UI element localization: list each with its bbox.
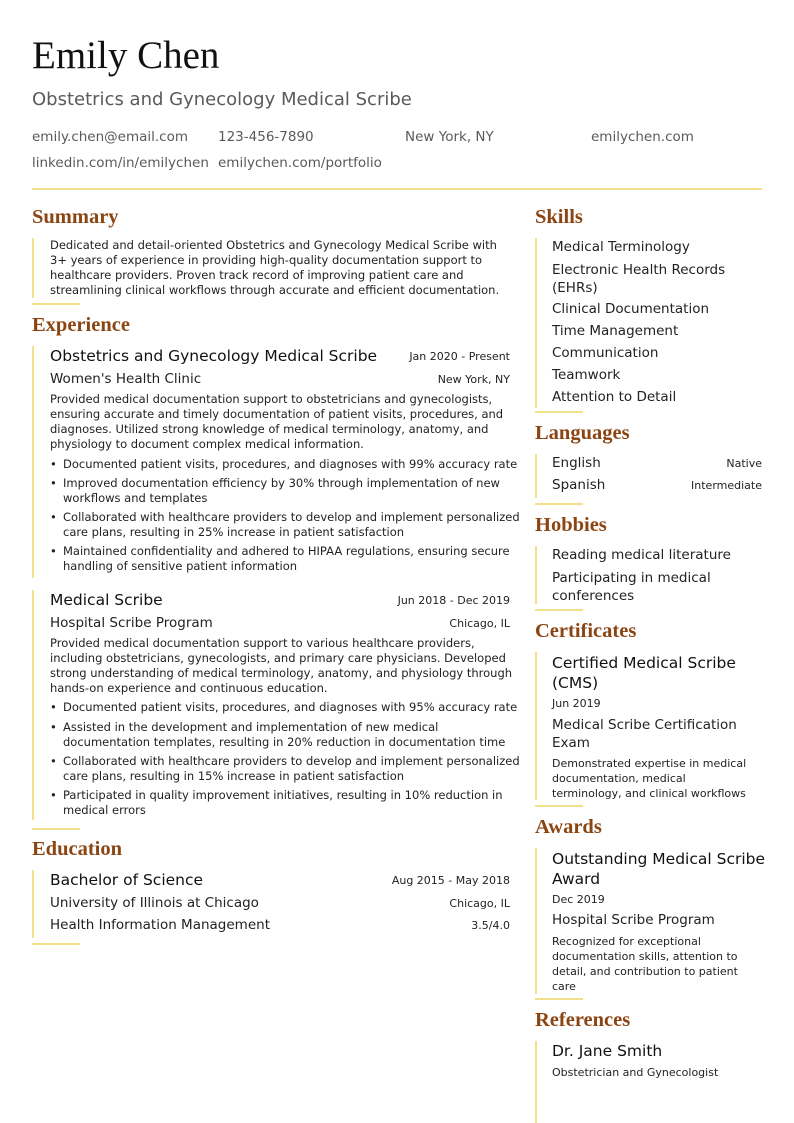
awards-heading: Awards [535,816,602,838]
education-gpa: 3.5/4.0 [471,919,510,932]
skill-item: Clinical Documentation [552,301,710,317]
job-2-bullet-4: • Participated in quality improvement initiatives, resulting in 10% reduction in medical errors [50,788,503,817]
certificates-heading: Certificates [535,620,637,642]
hobbies-bar [535,546,537,604]
language-level: Intermediate [691,479,762,492]
reference-name: Dr. Jane Smith [552,1042,663,1060]
language-name: Spanish [552,477,606,493]
job-1-bullet-3: • Collaborated with healthcare providers to develop and implement personalized care plans, resulting in 25% increase in patient satisfaction [50,510,520,539]
experience-heading: Experience [32,314,130,336]
skills-underline [535,411,583,413]
skills-bar [535,238,537,408]
education-underline [32,943,80,945]
reference-role: Obstetrician and Gynecologist [552,1066,719,1079]
skill-item: Electronic Health Records (EHRs) [552,262,726,296]
skill-item: Communication [552,345,659,361]
job-2-title: Medical Scribe [50,591,163,609]
job-1-bullet-2: • Improved documentation efficiency by 30% through implementation of new workflows and templates [50,476,500,505]
summary-bar [32,238,34,298]
job-1-bar [32,346,34,578]
hobby-item: Participating in medical conferences [552,570,711,604]
language-level: Native [726,457,762,470]
skill-item: Attention to Detail [552,389,677,405]
contact-location: New York, NY [405,129,494,145]
certificate-date: Jun 2019 [552,697,601,710]
languages-bar [535,454,537,498]
job-2-bullet-1: • Documented patient visits, procedures, and diagnoses with 95% accuracy rate [50,700,518,714]
contact-linkedin[interactable]: linkedin.com/in/emilychen [32,155,209,171]
award-description: Recognized for exceptional documentation skills, attention to detail, and contribution to patient care [552,935,738,993]
skill-item: Medical Terminology [552,239,690,255]
hobby-item: Reading medical literature [552,547,731,563]
experience-underline [32,828,80,830]
header-divider [32,188,762,190]
job-2-description: Provided medical documentation support to various healthcare providers, including obstetricians, gynecologists, and primary care physicians. Developed strong understanding of medical terminology, anatomy, and physiology through hands-on experience and continuous education. [50,636,513,695]
job-1-title: Obstetrics and Gynecology Medical Scribe [50,347,378,365]
job-2-location: Chicago, IL [449,617,510,630]
certificates-underline [535,805,583,807]
education-location: Chicago, IL [449,897,510,910]
job-2-dates: Jun 2018 - Dec 2019 [397,594,510,607]
language-name: English [552,455,601,471]
awards-bar [535,848,537,994]
skill-item: Teamwork [552,367,621,383]
skills-heading: Skills [535,206,583,228]
languages-heading: Languages [535,422,630,444]
certificates-bar [535,652,537,800]
languages-underline [535,503,583,505]
hobbies-heading: Hobbies [535,514,607,536]
job-1-dates: Jan 2020 - Present [409,350,510,363]
job-1-description: Provided medical documentation support to obstetricians and gynecologists, ensuring accurate and timely documentation of patient visits, procedures, and diagnoses. Utilized strong knowledge of medical terminology, anatomy, and physiology to document complex medical information. [50,392,504,451]
education-school: University of Illinois at Chicago [50,895,259,911]
skill-item: Time Management [552,323,679,339]
job-1-company: Women's Health Clinic [50,371,202,387]
summary-heading: Summary [32,206,119,228]
job-1-bullet-4: • Maintained confidentiality and adhered to HIPAA regulations, ensuring secure handling of sensitive patient information [50,544,510,573]
education-bar [32,870,34,938]
awards-underline [535,998,583,1000]
education-major: Health Information Management [50,917,270,933]
job-1-location: New York, NY [437,373,510,386]
contact-website[interactable]: emilychen.com [591,129,694,145]
references-bar [535,1041,537,1123]
references-heading: References [535,1009,631,1031]
resume-title: Obstetrics and Gynecology Medical Scribe [32,89,412,110]
resume-name: Emily Chen [32,34,220,77]
job-1-bullet-1: • Documented patient visits, procedures, and diagnoses with 99% accuracy rate [50,457,518,471]
contact-phone: 123-456-7890 [218,129,314,145]
education-heading: Education [32,838,122,860]
education-dates: Aug 2015 - May 2018 [391,874,510,887]
contact-portfolio[interactable]: emilychen.com/portfolio [218,155,382,171]
job-2-bar [32,590,34,820]
job-2-bullet-2: • Assisted in the development and implementation of new medical documentation templates, resulting in 20% reduction in documentation time [50,720,506,749]
certificate-name: Certified Medical Scribe (CMS) [552,654,736,692]
summary-underline [32,303,80,305]
job-2-bullet-3: • Collaborated with healthcare providers to develop and implement personalized care plans, resulting in 15% increase in patient satisfaction [50,754,520,783]
job-2-company: Hospital Scribe Program [50,615,213,631]
certificate-issuer: Medical Scribe Certification Exam [552,717,737,751]
certificate-description: Demonstrated expertise in medical documentation, medical terminology, and clinical workflows [552,757,747,800]
award-name: Outstanding Medical Scribe Award [552,850,766,888]
award-issuer: Hospital Scribe Program [552,912,715,928]
summary-text: Dedicated and detail-oriented Obstetrics and Gynecology Medical Scribe with 3+ years of experience in providing high-quality documentation support to healthcare providers. Proven track record of improving patient care and streamlining clinical workflows through accurate and efficient documentation. [50,238,500,297]
hobbies-underline [535,609,583,611]
contact-email[interactable]: emily.chen@email.com [32,129,189,145]
education-degree: Bachelor of Science [50,871,204,889]
award-date: Dec 2019 [552,893,605,906]
